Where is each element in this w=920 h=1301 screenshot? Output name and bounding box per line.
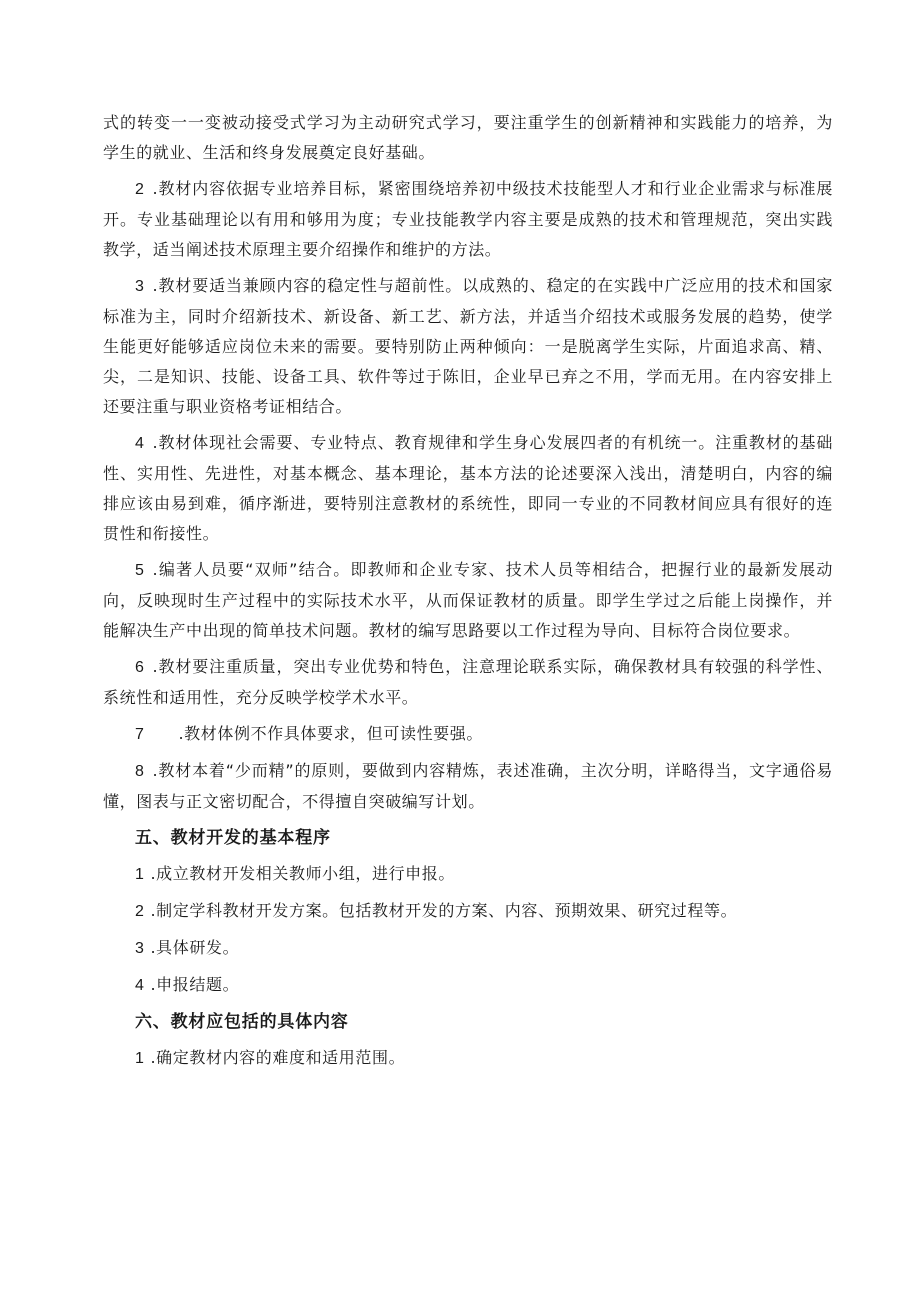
item-number: 3 <box>135 940 145 957</box>
list-item <box>103 859 833 890</box>
paragraph-text: .教材体现社会需要、专业特点、教育规律和学生身心发展四者的有机统一。注重教材的基础性、实用性、先进性，对基本概念、基本理论，基本方法的论述要深入浅出，清楚明白，内容的编排应该由易到难，循序渐进，要特别注意教材的系统性，即同一专业的不同教材间应具有很好的连贯性和衔接性。 <box>103 433 833 543</box>
item-number: 4 <box>135 977 145 994</box>
paragraph-item-2 <box>103 174 833 265</box>
item-number: 4 <box>135 435 145 452</box>
document-body <box>103 108 833 1080</box>
list-item-text: .具体研发。 <box>150 938 240 957</box>
paragraph-item-8 <box>103 756 833 817</box>
list-item <box>103 1043 833 1074</box>
item-number: 1 <box>135 1050 145 1067</box>
list-item-text: .成立教材开发相关教师小组，进行申报。 <box>150 864 455 883</box>
item-number: 6 <box>135 659 145 676</box>
paragraph-text: 式的转变一一变被动接受式学习为主动研究式学习，要注重学生的创新精神和实践能力的培养，为学生的就业、生活和终身发展奠定良好基础。 <box>103 113 833 162</box>
list-item <box>103 933 833 964</box>
paragraph-item-4 <box>103 428 833 549</box>
item-number: 2 <box>135 181 145 198</box>
item-number: 3 <box>135 278 145 295</box>
paragraph-item-6 <box>103 652 833 713</box>
list-item-text: .申报结题。 <box>150 975 240 994</box>
paragraph-text: .教材本着“少而精”的原则，要做到内容精炼，表述准确，主次分明，详略得当，文字通俗易懂，图表与正文密切配合，不得擅自突破编写计划。 <box>103 761 833 811</box>
list-item-text: .确定教材内容的难度和适用范围。 <box>150 1048 406 1067</box>
list-item-text: .制定学科教材开发方案。包括教材开发的方案、内容、预期效果、研究过程等。 <box>150 901 738 920</box>
item-number: 5 <box>135 562 145 579</box>
paragraph-text: .教材要注重质量，突出专业优势和特色，注意理论联系实际，确保教材具有较强的科学性、系统性和适用性，充分反映学校学术水平。 <box>103 657 833 707</box>
paragraph-text: .编著人员要“双师”结合。即教师和企业专家、技术人员等相结合，把握行业的最新发展动向，反映现时生产过程中的实际技术水平，从而保证教材的质量。即学生学过之后能上岗操作，并能解决生产中出现的简单技术问题。教材的编写思路要以工作过程为导向、目标符合岗位要求。 <box>103 560 833 640</box>
paragraph-item-3 <box>103 271 833 422</box>
item-number: 8 <box>135 763 145 780</box>
paragraph-item-5 <box>103 555 833 646</box>
paragraph-text: .教材内容依据专业培养目标，紧密围绕培养初中级技术技能型人才和行业企业需求与标准展开。专业基础理论以有用和够用为度；专业技能教学内容主要是成熟的技术和管理规范，突出实践教学，适当阐述技术原理主要介绍操作和维护的方法。 <box>103 179 833 259</box>
item-number: 7 <box>135 726 145 743</box>
paragraph-text: .教材要适当兼顾内容的稳定性与超前性。以成熟的、稳定的在实践中广泛应用的技术和国家标准为主，同时介绍新技术、新设备、新工艺、新方法，并适当介绍技术或服务发展的趋势，使学生能更好能够适应岗位未来的需要。要特别防止两种倾向：一是脱离学生实际，片面追求高、精、尖，二是知识、技能、设备工具、软件等过于陈旧，企业早已弃之不用，学而无用。在内容安排上还要注重与职业资格考证相结合。 <box>103 276 833 416</box>
item-number: 1 <box>135 866 145 883</box>
item-number: 2 <box>135 903 145 920</box>
section-heading-5: 五、教材开发的基本程序 <box>135 828 331 848</box>
section-heading-6: 六、教材应包括的具体内容 <box>135 1012 349 1032</box>
paragraph-item-7 <box>103 719 833 750</box>
list-item <box>103 896 833 927</box>
intro-paragraph <box>103 108 833 168</box>
paragraph-text: .教材体例不作具体要求，但可读性要强。 <box>178 724 483 743</box>
list-item <box>103 970 833 1001</box>
